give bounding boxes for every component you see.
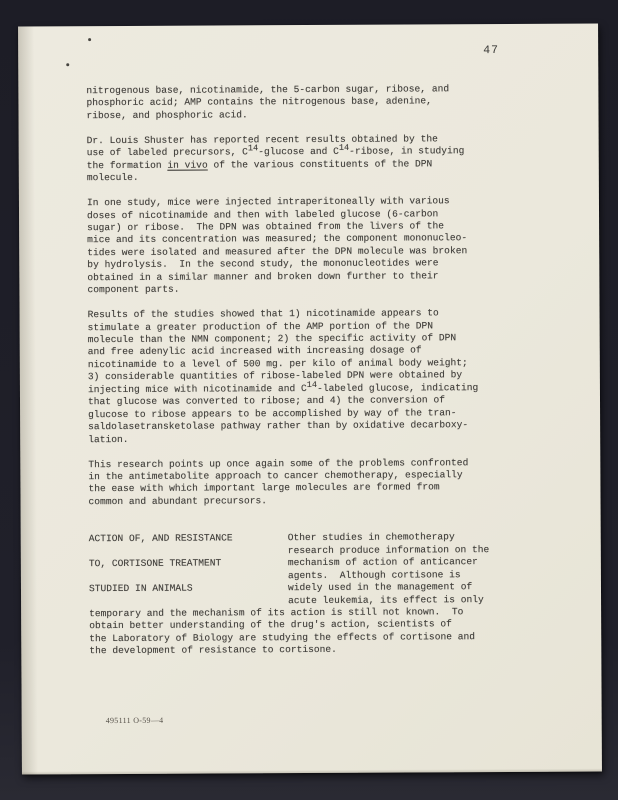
ink-speck [88, 38, 91, 41]
section-continuation-text: temporary and the mechanism of its action is still not known. To obtain better understanding of the drug's action, scientists of the Laboratory of Biology are studying the effects of cortisone and the development of resistance to cortisone. [89, 606, 476, 657]
paragraph-shuster-results: Dr. Louis Shuster has reported recent results obtained by the use of labeled precursors, C14-glucose and C14-ribose, in studying the formation in vivo of the various constituents of the DPN molecule. [86, 133, 465, 184]
page-number: 47 [483, 44, 500, 58]
paragraph-nitrogenous-base: nitrogenous base, nicotinamide, the 5-carbon sugar, ribose, and phosphoric acid; AMP contains the nitrogenous base, adenine, ribose, and phosphoric acid. [86, 83, 450, 122]
document-page [18, 23, 602, 774]
paragraph-mice-study: In one study, mice were injected intraperitoneally with various doses of nicotinamide and then with labeled glucose (6-carbon sugar) or ribose. The DPN was obtained from the livers of the mice and its concentration was measured; the component mononucleo- tides were isolated and measured after the DPN molecule was broken by hydrolysis. In the second study, the mononucleotides were obtained in a similar manner and broken down further to their component parts. [86, 195, 468, 296]
typed-text-block [86, 83, 571, 658]
ink-speck [66, 63, 69, 66]
paragraph-research-summary: This research points up once again some of the problems confronted in the antimetabolite approach to cancer chemotherapy, especially the ease with which important large molecules are formed from common and abundant precursors. [88, 456, 469, 508]
section-heading-cortisone: ACTION OF, AND RESISTANCE TO, CORTISONE TREATMENT STUDIED IN ANIMALS [88, 532, 233, 595]
gpo-print-code: 495111 O-59—4 [105, 715, 164, 726]
cortisone-section [89, 531, 571, 608]
paragraph-study-results: Results of the studies showed that 1) nicotinamide appears to stimulate a greater production of the AMP portion of the DPN molecule than the NMN component; 2) the specific activity of DPN and free adenylic acid increased with increasing dosage of nicotinamide to a level of 500 mg. per kilo of animal body weight; 3) considerable quantities of ribose-labeled DPN were obtained by injecting mice with nicotinamide and C14-labeled glucose, indicating that glucose was converted to ribose; and 4) the conversion of glucose to ribose appears to be accomplished by way of the tran- saldolasetransketolase pathway rather than by oxidative decarboxy- lation. [87, 307, 479, 445]
section-intro-text: Other studies in chemotherapy research produce information on the mechanism of action of anticancer agents. Although cortisone is widely used in the management of acute leukemia, its effect is only [287, 531, 490, 606]
